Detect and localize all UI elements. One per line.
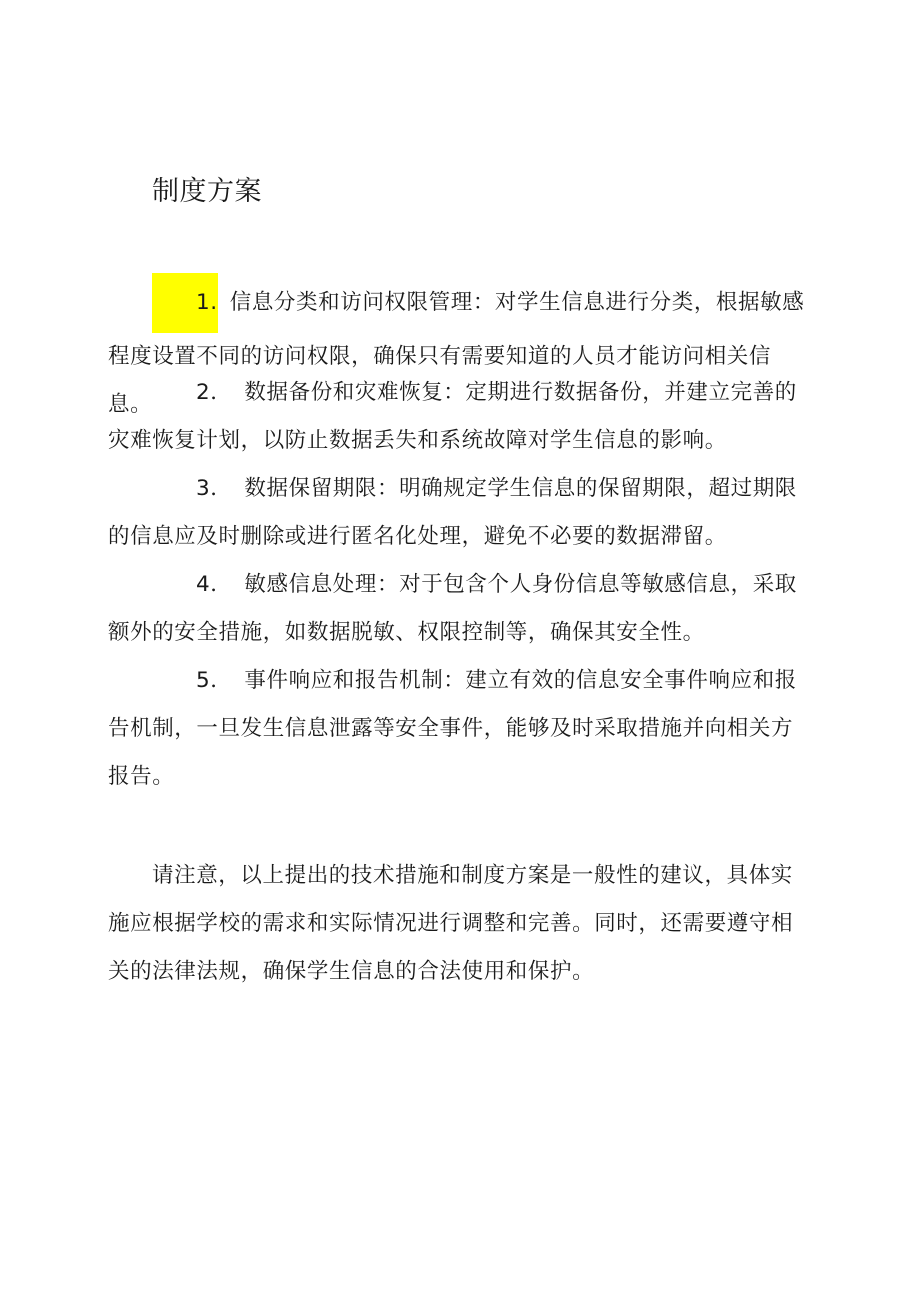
- list-item: [108, 369, 813, 465]
- item-number: 5．: [196, 668, 233, 693]
- item-text: 事件响应和报告机制：建立有效的信息安全事件响应和报告机制，一旦发生信息泄露等安全事件，能够及时采取措施并向相关方报告。: [108, 668, 797, 789]
- list-item: [108, 465, 813, 561]
- item-text: 信息分类和访问权限管理：对学生信息进行分类，根据敏感程度设置不同的访问权限，确保只有需要知道的人员才能访问相关信息。: [108, 290, 805, 417]
- item-text: 数据备份和灾难恢复：定期进行数据备份，并建立完善的灾难恢复计划，以防止数据丢失和系统故障对学生信息的影响。: [108, 380, 797, 453]
- section-heading: 制度方案: [152, 176, 262, 207]
- item-text: 数据保留期限：明确规定学生信息的保留期限，超过期限的信息应及时删除或进行匿名化处理，避免不必要的数据滞留。: [108, 476, 797, 549]
- list-item: [108, 561, 813, 657]
- item-text: 敏感信息处理：对于包含个人身份信息等敏感信息，采取额外的安全措施，如数据脱敏、权限控制等，确保其安全性。: [108, 572, 797, 645]
- item-number-highlighted: 1.: [152, 273, 218, 333]
- list-item: [108, 657, 813, 801]
- item-number: 2．: [196, 380, 233, 405]
- closing-note: 请注意，以上提出的技术措施和制度方案是一般性的建议，具体实施应根据学校的需求和实际情况进行调整和完善。同时，还需要遵守相关的法律法规，确保学生信息的合法使用和保护。: [108, 863, 794, 984]
- item-number: 4．: [196, 572, 233, 597]
- item-number: 3．: [196, 476, 233, 501]
